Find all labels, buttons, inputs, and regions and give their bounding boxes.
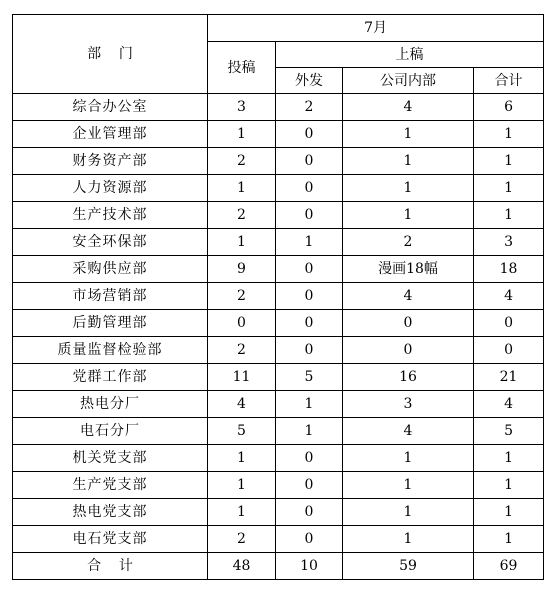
cell-external: 0 [276,283,343,310]
cell-external: 0 [276,337,343,364]
table-body [13,94,544,580]
cell-dept: 生产党支部 [13,472,208,499]
cell-external: 0 [276,148,343,175]
cell-internal: 16 [343,364,474,391]
cell-total: 0 [474,310,544,337]
cell-internal: 1 [343,175,474,202]
table-row [13,526,544,553]
cell-submitted: 2 [208,148,276,175]
cell-internal: 2 [343,229,474,256]
cell-external: 0 [276,445,343,472]
cell-external: 0 [276,256,343,283]
cell-total: 1 [474,148,544,175]
cell-external: 0 [276,175,343,202]
cell-external: 5 [276,364,343,391]
table-row [13,418,544,445]
total-cell-external: 10 [276,553,343,580]
submission-table [12,14,544,580]
cell-dept: 电石党支部 [13,526,208,553]
table-row [13,391,544,418]
cell-submitted: 11 [208,364,276,391]
header-internal: 公司内部 [343,68,474,94]
cell-total: 6 [474,94,544,121]
cell-internal: 1 [343,148,474,175]
cell-dept: 热电分厂 [13,391,208,418]
cell-submitted: 1 [208,445,276,472]
cell-external: 0 [276,310,343,337]
table-row [13,148,544,175]
totals-row [13,553,544,580]
cell-total: 1 [474,121,544,148]
cell-external: 0 [276,499,343,526]
cell-external: 0 [276,202,343,229]
cell-internal: 1 [343,499,474,526]
cell-dept: 机关党支部 [13,445,208,472]
cell-total: 1 [474,175,544,202]
cell-dept: 人力资源部 [13,175,208,202]
cell-submitted: 2 [208,202,276,229]
header-submitted: 投稿 [208,42,276,94]
cell-submitted: 3 [208,94,276,121]
cell-dept: 后勤管理部 [13,310,208,337]
table-row [13,310,544,337]
header-external: 外发 [276,68,343,94]
cell-submitted: 0 [208,310,276,337]
table-row [13,445,544,472]
cell-internal: 0 [343,310,474,337]
table-row [13,364,544,391]
cell-submitted: 5 [208,418,276,445]
cell-external: 0 [276,472,343,499]
cell-total: 1 [474,472,544,499]
cell-dept: 综合办公室 [13,94,208,121]
cell-submitted: 2 [208,283,276,310]
cell-dept: 安全环保部 [13,229,208,256]
table-row [13,121,544,148]
header-department: 部 门 [13,15,208,94]
cell-internal: 1 [343,445,474,472]
total-cell-label: 合 计 [13,553,208,580]
cell-submitted: 2 [208,337,276,364]
cell-total: 1 [474,499,544,526]
cell-total: 0 [474,337,544,364]
cell-submitted: 9 [208,256,276,283]
cell-internal: 4 [343,418,474,445]
cell-dept: 市场营销部 [13,283,208,310]
cell-total: 1 [474,526,544,553]
table-row [13,256,544,283]
cell-submitted: 1 [208,472,276,499]
cell-total: 18 [474,256,544,283]
cell-internal: 漫画18幅 [343,256,474,283]
cell-total: 1 [474,445,544,472]
table-row [13,337,544,364]
cell-total: 4 [474,283,544,310]
cell-dept: 热电党支部 [13,499,208,526]
cell-internal: 1 [343,121,474,148]
table-row [13,202,544,229]
cell-dept: 质量监督检验部 [13,337,208,364]
cell-dept: 党群工作部 [13,364,208,391]
cell-total: 5 [474,418,544,445]
total-cell-submitted: 48 [208,553,276,580]
cell-dept: 企业管理部 [13,121,208,148]
cell-dept: 财务资产部 [13,148,208,175]
table-row [13,472,544,499]
cell-submitted: 2 [208,526,276,553]
cell-internal: 1 [343,472,474,499]
cell-external: 1 [276,391,343,418]
cell-external: 1 [276,418,343,445]
cell-total: 1 [474,202,544,229]
cell-internal: 0 [343,337,474,364]
cell-total: 4 [474,391,544,418]
cell-dept: 生产技术部 [13,202,208,229]
table-row [13,499,544,526]
cell-dept: 采购供应部 [13,256,208,283]
header-month: 7月 [208,15,544,42]
cell-submitted: 1 [208,499,276,526]
cell-submitted: 1 [208,229,276,256]
table-row [13,229,544,256]
cell-internal: 1 [343,202,474,229]
cell-external: 0 [276,121,343,148]
cell-external: 1 [276,229,343,256]
cell-internal: 4 [343,94,474,121]
total-cell-internal: 59 [343,553,474,580]
cell-submitted: 4 [208,391,276,418]
cell-external: 0 [276,526,343,553]
cell-total: 3 [474,229,544,256]
cell-external: 2 [276,94,343,121]
cell-total: 21 [474,364,544,391]
cell-submitted: 1 [208,121,276,148]
table-row [13,175,544,202]
cell-internal: 1 [343,526,474,553]
header-subtotal: 合计 [474,68,544,94]
header-published: 上稿 [276,42,544,68]
cell-internal: 3 [343,391,474,418]
table-row [13,283,544,310]
cell-submitted: 1 [208,175,276,202]
cell-dept: 电石分厂 [13,418,208,445]
cell-internal: 4 [343,283,474,310]
table-row [13,94,544,121]
total-cell-total: 69 [474,553,544,580]
